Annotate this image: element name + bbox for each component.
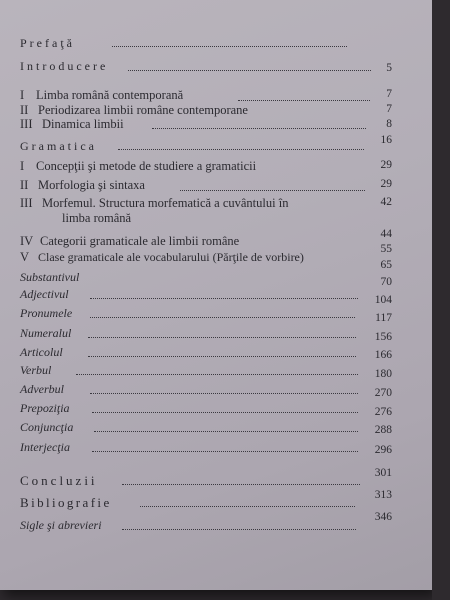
toc-gram-item-5-page: 55 (380, 243, 392, 255)
toc-bibliografie-page: 313 (374, 489, 392, 501)
toc-part-prepozitia[interactable]: Prepoziţia (20, 401, 70, 415)
toc-prefata[interactable] (20, 36, 75, 51)
dot-leader (88, 356, 356, 357)
item-number: I (20, 88, 25, 102)
toc-part-prepozitia-page: 270 (374, 387, 392, 399)
dot-leader (122, 529, 356, 530)
item-number: I (20, 159, 25, 173)
toc-gramatica-title: Gramatica (20, 139, 97, 153)
toc-concluzii-title: Concluzii (20, 473, 98, 488)
dot-leader (90, 393, 358, 394)
item-number: III (20, 117, 33, 131)
toc-part-conjunctia[interactable]: Conjuncţia (20, 420, 74, 434)
toc-part-pronumele-page: 104 (374, 294, 392, 306)
item-title: Periodizarea limbii române contemporane (38, 103, 248, 117)
dot-leader (118, 149, 364, 150)
toc-part-numeralul-page: 117 (375, 312, 392, 324)
toc-part-articolul-page: 156 (374, 331, 392, 343)
item-title: Dinamica limbii (42, 117, 124, 131)
toc-gram-item-3-page: 42 (380, 196, 392, 208)
toc-part-articolul[interactable]: Articolul (20, 345, 63, 359)
toc-part-interjectia[interactable]: Interjecţia (20, 440, 70, 454)
dot-leader (238, 100, 370, 101)
dot-leader (112, 46, 347, 47)
toc-concluzii-page: 301 (374, 467, 392, 479)
toc-intro-item-2-page: 7 (386, 103, 392, 115)
dot-leader (76, 374, 358, 375)
toc-part-conjunctia-page: 276 (374, 406, 392, 418)
dot-leader (180, 190, 365, 191)
toc-part-pronumele[interactable]: Pronumele (20, 306, 73, 320)
toc-part-verbul[interactable]: Verbul (20, 363, 52, 377)
toc-bibliografie[interactable] (20, 495, 112, 511)
toc-part-numeralul[interactable]: Numeralul (20, 326, 72, 340)
toc-gramatica-page: 16 (380, 134, 392, 146)
dot-leader (128, 70, 371, 71)
toc-introducere[interactable] (20, 59, 108, 74)
item-title: Morfemul. Structura morfematică a cuvântului în (42, 196, 289, 210)
toc-sigle-page: 346 (374, 511, 392, 523)
dot-leader (92, 412, 358, 413)
item-number: II (20, 103, 29, 117)
dot-leader (90, 317, 355, 318)
dot-leader (152, 128, 366, 129)
toc-part-adverbul[interactable]: Adverbul (20, 382, 64, 396)
toc-gram-item-4-page: 44 (380, 228, 392, 240)
dot-leader (94, 431, 358, 432)
toc-part-verbul-page: 166 (374, 349, 392, 361)
toc-part-interjectia-page-2: 296 (374, 444, 392, 456)
toc-intro-item-3-page: 8 (386, 118, 392, 130)
item-title: Limba română contemporană (36, 88, 184, 102)
item-title: Categorii gramaticale ale limbii române (40, 234, 240, 248)
dot-leader (88, 337, 356, 338)
dot-leader (140, 506, 355, 507)
dot-leader (90, 298, 358, 299)
toc-introducere-page: 5 (386, 62, 392, 74)
item-number: IV (20, 234, 34, 248)
toc-gramatica[interactable] (20, 139, 97, 154)
item-title-continued: limba română (62, 211, 132, 225)
toc-concluzii[interactable] (20, 473, 98, 489)
toc-bibliografie-title: Bibliografie (20, 495, 112, 510)
toc-part-substantivul-page: 65 (380, 259, 392, 271)
dot-leader (122, 484, 360, 485)
toc-gram-item-2-page: 29 (380, 178, 392, 190)
toc-part-adverbul-page: 180 (374, 368, 392, 380)
item-title: Concepţii şi metode de studiere a gramaticii (36, 159, 257, 173)
toc-part-adjectivul[interactable]: Adjectivul (20, 287, 69, 301)
toc-introducere-title: Introducere (20, 59, 109, 73)
toc-intro-item-1-page: 7 (386, 88, 392, 100)
background-edge (432, 0, 450, 600)
toc-part-adjectivul-page: 70 (380, 276, 392, 288)
dot-leader (92, 451, 358, 452)
item-number: V (20, 250, 30, 264)
toc-sigle[interactable]: Sigle şi abrevieri (20, 518, 102, 532)
item-title: Clase gramaticale ale vocabularului (Părţile de vorbire) (38, 250, 304, 264)
toc-prefata-title: Prefaţă (20, 36, 75, 50)
toc-gram-item-1-page: 29 (380, 159, 392, 171)
item-title: Morfologia şi sintaxa (38, 178, 145, 192)
toc-part-interjectia-page: 288 (374, 424, 392, 436)
item-number: II (20, 178, 29, 192)
toc-part-substantivul[interactable]: Substantivul (20, 270, 80, 284)
item-number: III (20, 196, 33, 210)
